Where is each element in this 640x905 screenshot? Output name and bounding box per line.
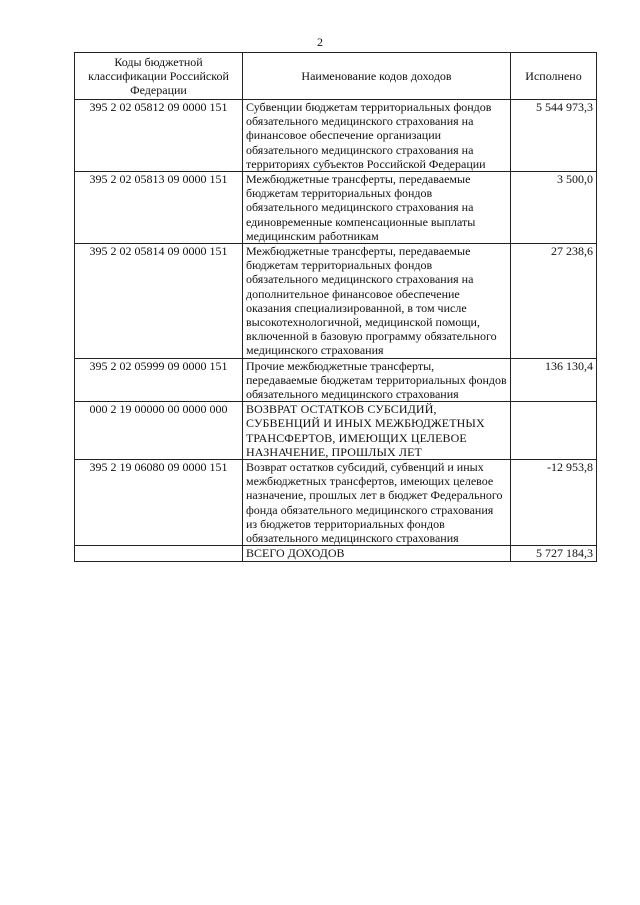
- revenue-name: Межбюджетные трансферты, передаваемые бюджетам территориальных фондов обязательного медицинского страхования на дополнительное финансовое обеспечение оказания специализированной, в том числе высокотехнологичной, медицинской помощи, включенной в базовую программу обязательного медицинского страхования: [243, 244, 511, 359]
- revenue-name: Возврат остатков субсидий, субвенций и иных межбюджетных трансфертов, имеющих целевое назначение, прошлых лет в бюджет Федерального фонда обязательного медицинского страхования из бюджетов территориальных фондов обязательного медицинского страхования: [243, 460, 511, 546]
- executed-amount: 3 500,0: [511, 172, 597, 244]
- table-row: [75, 100, 597, 172]
- table-row: [75, 172, 597, 244]
- table-header-row: [75, 53, 597, 100]
- header-name: Наименование кодов доходов: [243, 53, 511, 100]
- budget-code: [75, 546, 243, 561]
- total-amount: 5 727 184,3: [511, 546, 597, 561]
- table-row: [75, 460, 597, 546]
- table-row: [75, 358, 597, 402]
- table-row: [75, 244, 597, 359]
- revenue-name: ВОЗВРАТ ОСТАТКОВ СУБСИДИЙ, СУБВЕНЦИЙ И ИНЫХ МЕЖБЮДЖЕТНЫХ ТРАНСФЕРТОВ, ИМЕЮЩИХ ЦЕЛЕВОЕ НАЗНАЧЕНИЕ, ПРОШЛЫХ ЛЕТ: [243, 402, 511, 460]
- budget-code: 395 2 02 05814 09 0000 151: [75, 244, 243, 359]
- revenue-name: Прочие межбюджетные трансферты, передаваемые бюджетам территориальных фондов обязательного медицинского страхования: [243, 358, 511, 402]
- header-code: Коды бюджетной классификации Российской Федерации: [75, 53, 243, 100]
- executed-amount: 27 238,6: [511, 244, 597, 359]
- budget-code: 395 2 02 05812 09 0000 151: [75, 100, 243, 172]
- revenue-name: Межбюджетные трансферты, передаваемые бюджетам территориальных фондов обязательного медицинского страхования на единовременные компенсационные выплаты медицинским работникам: [243, 172, 511, 244]
- revenue-table: [74, 52, 597, 562]
- budget-code: 395 2 19 06080 09 0000 151: [75, 460, 243, 546]
- executed-amount: -12 953,8: [511, 460, 597, 546]
- table-row-total: [75, 546, 597, 561]
- executed-amount: 5 544 973,3: [511, 100, 597, 172]
- budget-code: 000 2 19 00000 00 0000 000: [75, 402, 243, 460]
- table-row: [75, 402, 597, 460]
- page-number: 2: [317, 35, 323, 49]
- executed-amount: 136 130,4: [511, 358, 597, 402]
- budget-code: 395 2 02 05999 09 0000 151: [75, 358, 243, 402]
- budget-code: 395 2 02 05813 09 0000 151: [75, 172, 243, 244]
- executed-amount: [511, 402, 597, 460]
- header-amount: Исполнено: [511, 53, 597, 100]
- total-label: ВСЕГО ДОХОДОВ: [243, 546, 511, 561]
- revenue-name: Субвенции бюджетам территориальных фондов обязательного медицинского страхования на финансовое обеспечение организации обязательного медицинского страхования на территориях субъектов Российской Федерации: [243, 100, 511, 172]
